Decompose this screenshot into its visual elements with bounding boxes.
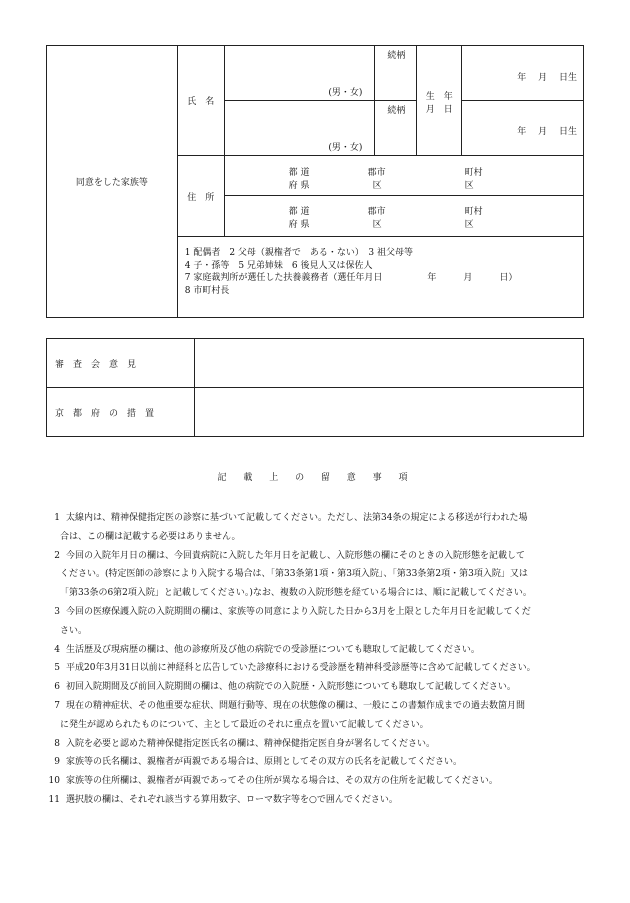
- birth-date-format: 年 月 日生: [517, 127, 577, 137]
- family-name-field-2[interactable]: [224, 101, 375, 156]
- note-text: [66, 791, 586, 810]
- consenting-family-label: 同意をした家族等: [47, 46, 178, 318]
- note-number: 9: [54, 757, 60, 768]
- relationship-option-line: 8 市町村長: [184, 285, 230, 296]
- notes-list: [46, 509, 586, 810]
- note-item: [46, 659, 586, 678]
- consenting-family-table: [46, 45, 584, 318]
- note-number: 1: [54, 513, 60, 523]
- note-text: [60, 697, 586, 735]
- birth-label: 生 年: [425, 92, 453, 102]
- relationship-field-1[interactable]: [375, 46, 417, 101]
- relationship-field-2[interactable]: [375, 101, 417, 156]
- notes-section: [46, 470, 586, 810]
- note-text: [66, 735, 586, 754]
- note-item: [46, 697, 586, 735]
- note-number: 10: [48, 776, 60, 787]
- prefecture-measure-field[interactable]: [195, 388, 584, 437]
- note-line: 選択肢の欄は、それぞれ該当する算用数字、ローマ数字等を○で囲んでください。: [66, 794, 398, 805]
- city-label: 郡市: [367, 168, 386, 178]
- note-number: 6: [54, 682, 60, 693]
- gender-choice: (男・女): [328, 88, 363, 98]
- note-line: 「第33条の6第2項入院」と記載してください。)なお、複数の入院形態を経ている場合には、順に記載してください。: [60, 588, 532, 599]
- note-text: [66, 659, 586, 678]
- relationship-label: 続柄: [387, 51, 406, 61]
- relationship-option-line: 4 子・孫等 5 兄弟姉妹 6 後見人又は保佐人: [184, 260, 373, 271]
- relationship-option-line: 1 配偶者 2 父母（親権者で ある・ない） 3 祖父母等: [184, 248, 413, 258]
- note-line: 今回の入院年月日の欄は、今回貴病院に入院した年月日を記載し、入院形態の欄にそのときの入院形態を記載して: [66, 550, 526, 561]
- birth-date-field-1[interactable]: [462, 46, 584, 101]
- birth-date-field-2[interactable]: [462, 101, 584, 156]
- note-number: 11: [48, 794, 60, 805]
- address-field-2[interactable]: [224, 196, 583, 237]
- council-opinion-field[interactable]: [195, 339, 584, 388]
- note-text: [66, 772, 586, 791]
- address-label: 住 所: [177, 156, 224, 237]
- prefecture-label: 府 県: [288, 220, 310, 230]
- note-number: 8: [54, 738, 60, 749]
- note-text: [66, 678, 586, 697]
- birth-date-format: 年 月 日生: [517, 73, 577, 83]
- note-item: [46, 735, 586, 754]
- note-item: [46, 772, 586, 791]
- town-label: 町村: [464, 168, 483, 178]
- ward-label: 区: [464, 220, 474, 230]
- birth-label: 月 日: [425, 105, 453, 115]
- note-text: [66, 641, 586, 660]
- note-number: 5: [54, 663, 60, 674]
- prefecture-label: 府 県: [288, 181, 310, 191]
- note-line: 家族等の住所欄は、親権者が両親であってその住所が異なる場合は、その双方の住所を記載してください。: [66, 776, 498, 787]
- note-number: 2: [54, 550, 60, 561]
- note-line: さい。: [60, 625, 88, 636]
- note-text: [60, 509, 586, 547]
- note-item: [46, 547, 586, 603]
- name-label: 氏 名: [177, 46, 224, 156]
- note-number: 4: [54, 644, 60, 655]
- birth-date-label-cell: [417, 46, 462, 156]
- ward-label: 区: [372, 220, 382, 230]
- note-item: [46, 641, 586, 660]
- prefecture-measure-label: 京 都 府 の 措 置: [47, 388, 195, 437]
- family-name-field-1[interactable]: [224, 46, 375, 101]
- relationship-option-line: 7 家庭裁判所が選任した扶養義務者（選任年月日 年 月 日）: [184, 273, 518, 283]
- notes-title: 記 載 上 の 留 意 事 項: [217, 473, 415, 483]
- relationship-label: 続柄: [387, 106, 406, 116]
- note-item: [46, 603, 586, 641]
- note-item: [46, 678, 586, 697]
- council-opinion-label: 審 査 会 意 見: [47, 339, 195, 388]
- note-line: 今回の医療保護入院の入院期間の欄は、家族等の同意により入院した日から3月を上限とした年月日を記載してくだ: [66, 606, 531, 617]
- city-label: 郡市: [367, 207, 386, 217]
- prefecture-label: 都 道: [288, 168, 310, 178]
- note-item: [46, 791, 586, 810]
- ward-label: 区: [464, 181, 474, 191]
- gender-choice: (男・女): [328, 143, 363, 153]
- note-line: ください。(特定医師の診察により入院する場合は、「第33条第1項・第3項入院」、「第33条第2項・第3項入院」又は: [60, 569, 528, 580]
- note-number: 3: [54, 606, 60, 617]
- note-line: 入院を必要と認めた精神保健指定医氏名の欄は、精神保健指定医自身が署名してください。: [66, 738, 436, 749]
- note-line: 生活歴及び現病歴の欄は、他の診療所及び他の病院での受診歴についても聴取して記載してください。: [66, 644, 480, 655]
- review-table: [46, 338, 584, 437]
- note-item: [46, 509, 586, 547]
- town-label: 町村: [464, 207, 483, 217]
- address-field-1[interactable]: [224, 156, 583, 196]
- note-number: 7: [54, 700, 60, 711]
- ward-label: 区: [372, 181, 382, 191]
- note-line: に発生が認められたものについて、主として最近のそれに重点を置いて記載してください。: [60, 719, 429, 730]
- note-line: 合は、この欄は記載する必要はありません。: [60, 531, 241, 542]
- note-line: 太線内は、精神保健指定医の診察に基づいて記載してください。ただし、法第34条の規定による移送が行われた場: [66, 513, 528, 523]
- relationship-options[interactable]: [177, 237, 583, 318]
- note-line: 現在の精神症状、その他重要な症状、問題行動等、現在の状態像の欄は、一般にこの書類作成までの過去数箇月間: [66, 700, 526, 711]
- note-item: [46, 753, 586, 772]
- note-text: [60, 603, 586, 641]
- note-line: 家族等の氏名欄は、親権者が両親である場合は、原則としてその双方の氏名を記載してください。: [66, 757, 463, 768]
- note-line: 平成20年3月31日以前に神経科と広告していた診療科における受診歴を精神科受診歴等に含めて記載してください。: [66, 663, 536, 674]
- note-text: [66, 753, 586, 772]
- prefecture-label: 都 道: [288, 207, 310, 217]
- note-line: 初回入院期間及び前回入院期間の欄は、他の病院での入院歴・入院形態についても聴取して記載してください。: [66, 682, 516, 693]
- note-text: [60, 547, 586, 603]
